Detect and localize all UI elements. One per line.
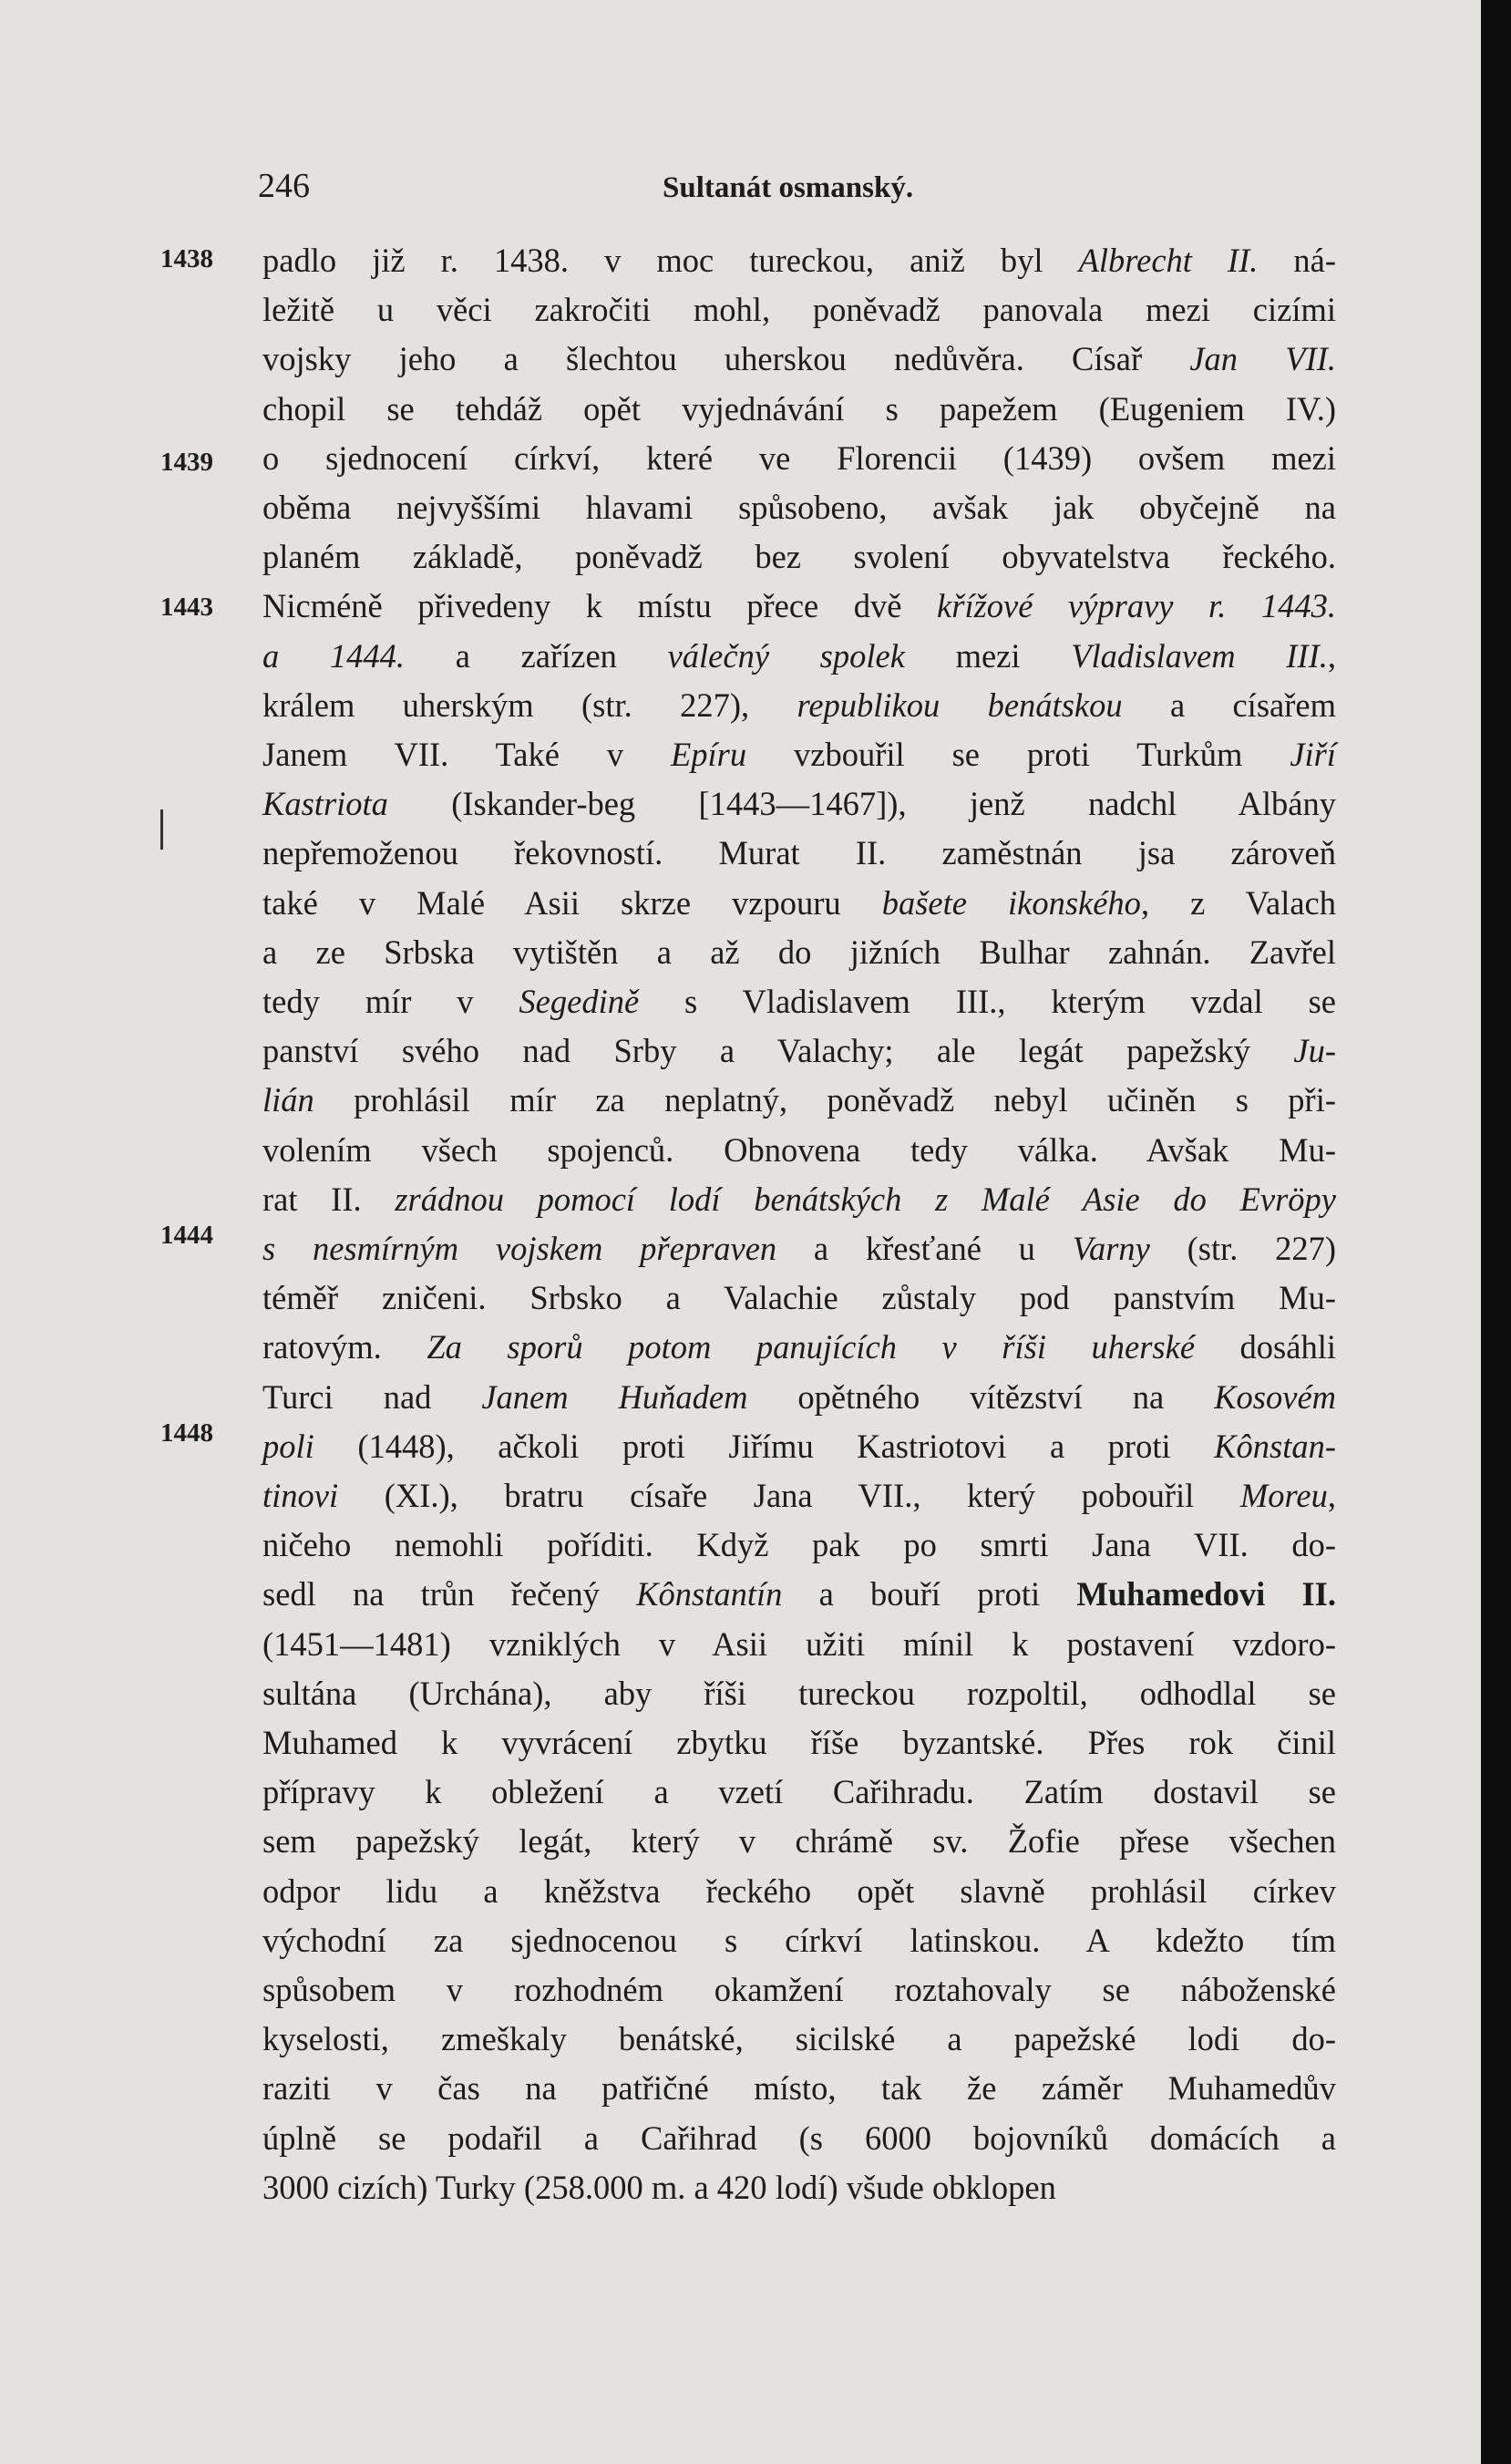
page-number: 246: [258, 167, 310, 205]
text-line: [262, 537, 1336, 576]
text-run: planém základě, poněvadž bez svolení obyvatelstva řeckého.: [262, 538, 1336, 576]
text-run: opětného vítězství na: [747, 1377, 1215, 1416]
text-run: králem uherským (str. 227),: [262, 686, 797, 724]
text-run: 3000 cizích) Turky (258.000 m. a 420 lodí) všude obklopen: [262, 2168, 1056, 2206]
text-run: a křesťané u: [776, 1230, 1073, 1267]
text-line: [262, 2019, 1336, 2058]
text-run: panství svého nad Srby a Valachy; ale legát papežský: [262, 1032, 1294, 1070]
text-run: Turci nad: [262, 1377, 482, 1416]
italic-text: Albrecht II.: [1078, 242, 1259, 279]
text-run: a bouří proti: [782, 1575, 1077, 1613]
text-run: Nicméně přivedeny k místu přece dvě: [262, 587, 938, 625]
text-run: také v Malé Asii skrze vzpouru: [262, 883, 882, 922]
text-run: ná-: [1258, 242, 1337, 279]
text-run: Muhamed k vyvrácení zbytku říše byzantské. Přes rok činil: [262, 1724, 1336, 1761]
italic-text: Za sporů potom panujících v říši uherské: [427, 1328, 1196, 1366]
italic-text: tinovi: [262, 1477, 339, 1514]
text-line: [262, 1476, 1336, 1515]
text-line: [262, 438, 1336, 478]
italic-text: křížové výpravy r. 1443.: [937, 587, 1336, 625]
text-line: [262, 1180, 1336, 1219]
italic-text: Jan VII.: [1189, 340, 1336, 378]
text-run: , z Valach: [1140, 883, 1336, 922]
text-run: úplně se podařil a Cařihrad (s 6000 bojovníků domácích a: [262, 2119, 1336, 2157]
text-line: [262, 1674, 1336, 1713]
italic-text: Epíru: [671, 736, 747, 773]
text-run: sem papežský legát, který v chrámě sv. Žofie přese všechen: [262, 1822, 1336, 1861]
text-run: východní za sjednocenou s církví latinskou. A kdežto tím: [262, 1921, 1336, 1959]
text-run: chopil se tehdáž opět vyjednávání s papežem (Eugeniem IV.): [262, 389, 1336, 428]
text-line: [262, 339, 1336, 378]
italic-text: poli: [262, 1427, 314, 1465]
text-line: [262, 586, 1336, 625]
text-run: kyselosti, zmeškaly benátské, sicilské a papežské lodi do-: [262, 2020, 1336, 2058]
text-run: sultána (Urchána), aby říši tureckou rozpoltil, odhodlal se: [262, 1674, 1336, 1712]
text-line: [262, 2168, 1336, 2207]
text-run: (str. 227): [1149, 1230, 1337, 1267]
bold-text: Muhamedovi II.: [1076, 1575, 1336, 1613]
italic-text: republikou benátskou: [797, 686, 1123, 724]
margin-year: 1443: [160, 593, 213, 622]
text-line: [262, 1574, 1336, 1613]
text-line: [262, 1130, 1336, 1170]
text-run: (1448), ačkoli proti Jiřímu Kastriotovi a proti: [314, 1427, 1215, 1465]
italic-text: Moreu: [1239, 1477, 1328, 1514]
text-line: [262, 1921, 1336, 1960]
text-line: [262, 1871, 1336, 1911]
text-run: oběma nejvyššími hlavami spůsobeno, avšak jak obyčejně na: [262, 489, 1336, 526]
margin-year: 1438: [160, 244, 213, 273]
text-run: tedy mír v: [262, 983, 519, 1020]
text-run: vzbouřil se proti Turkům: [746, 736, 1290, 773]
page-edge-shadow: [1481, 0, 1511, 2464]
text-run: a ze Srbska vytištěn a až do jižních Bulhar zahnán. Zavřel: [262, 933, 1336, 971]
text-run: odpor lidu a kněžstva řeckého opět slavně prohlásil církev: [262, 1871, 1336, 1910]
text-line: [262, 784, 1336, 823]
text-run: ležitě u věci zakročiti mohl, poněvadž panovala mezi cizími: [262, 291, 1336, 329]
italic-text: s nesmírným vojskem přepraven: [262, 1230, 777, 1267]
text-run: rat II.: [262, 1180, 396, 1218]
text-run: téměř zničeni. Srbsko a Valachie zůstaly pod panstvím Mu-: [262, 1279, 1336, 1317]
text-line: [262, 1723, 1336, 1762]
text-run: sedl na trůn řečený: [262, 1575, 637, 1613]
text-run: a zařízen: [405, 636, 668, 675]
text-line: [262, 1624, 1336, 1664]
italic-text: Kastriota: [262, 785, 388, 823]
text-line: [262, 933, 1336, 972]
italic-text: válečný spolek: [667, 636, 905, 675]
text-line: [262, 1229, 1336, 1268]
text-run: spůsobem v rozhodném okamžení roztahovaly se náboženské: [262, 1971, 1336, 2008]
italic-text: Ju-: [1293, 1032, 1336, 1070]
text-run: mezi: [904, 636, 1072, 675]
text-line: [262, 2068, 1336, 2108]
running-head: Sultanát osmanský.: [663, 171, 914, 204]
text-line: [262, 488, 1336, 527]
text-run: (1451—1481) vzniklých v Asii užiti mínil k postavení vzdoro-: [262, 1624, 1336, 1663]
text-run: padlo již r. 1438. v moc tureckou, aniž byl: [262, 242, 1079, 279]
text-line: [262, 1525, 1336, 1564]
text-line: [262, 1278, 1336, 1317]
text-line: [262, 290, 1336, 329]
italic-text: Varny: [1072, 1230, 1150, 1267]
italic-text: Janem Huňadem: [481, 1377, 748, 1416]
text-run: s Vladislavem III., kterým vzdal se: [639, 983, 1337, 1020]
italic-text: Kônstan-: [1214, 1427, 1336, 1465]
text-run: a císařem: [1122, 686, 1336, 724]
text-run: volením všech spojenců. Obnovena tedy válka. Avšak Mu-: [262, 1130, 1336, 1169]
italic-text: bašete ikonského: [881, 883, 1141, 922]
italic-text: Kosovém: [1214, 1377, 1336, 1416]
text-line: [262, 1080, 1336, 1119]
italic-text: lián: [262, 1081, 314, 1119]
text-line: [262, 982, 1336, 1021]
text-line: [262, 389, 1336, 428]
text-line: [262, 735, 1336, 774]
text-line: [262, 686, 1336, 725]
text-run: ratovým.: [262, 1328, 427, 1366]
text-line: [262, 636, 1336, 675]
text-line: [262, 1772, 1336, 1811]
text-run: nepřemoženou řekovností. Murat II. zaměstnán jsa zároveň: [262, 834, 1336, 872]
italic-text: zrádnou pomocí lodí benátských z Malé Asie do Evröpy: [395, 1180, 1336, 1218]
text-run: vojsky jeho a šlechtou uherskou nedůvěra. Císař: [262, 340, 1190, 378]
text-run: ,: [1327, 636, 1336, 675]
text-run: o sjednocení církví, které ve Florencii (1439) ovšem mezi: [262, 438, 1336, 477]
text-line: [262, 241, 1336, 280]
text-line: [262, 1327, 1336, 1366]
text-run: (Iskander-beg [1443—1467]), jenž nadchl Albány: [387, 785, 1336, 823]
text-run: ,: [1327, 1477, 1336, 1514]
text-run: Janem VII. Také v: [262, 736, 671, 773]
text-line: [262, 1031, 1336, 1070]
text-line: [262, 1970, 1336, 2009]
text-line: [262, 1377, 1336, 1417]
text-run: přípravy k obležení a vzetí Cařihradu. Zatím dostavil se: [262, 1773, 1336, 1811]
text-run: (XI.), bratru císaře Jana VII., který pobouřil: [338, 1477, 1240, 1514]
text-run: raziti v čas na patřičné místo, tak že záměr Muhamedův: [262, 2069, 1336, 2108]
italic-text: Kônstantín: [636, 1575, 783, 1613]
margin-year: 1444: [160, 1221, 213, 1250]
text-line: [262, 1821, 1336, 1861]
text-run: prohlásil mír za neplatný, poněvadž nebyl učiněn s při-: [314, 1081, 1336, 1119]
italic-text: Segedině: [519, 983, 640, 1020]
text-line: [262, 883, 1336, 923]
margin-year: 1439: [160, 448, 213, 477]
margin-mark: [160, 809, 170, 850]
italic-text: Jiří: [1290, 736, 1336, 773]
margin-year: 1448: [160, 1418, 213, 1448]
italic-text: a 1444.: [262, 636, 406, 675]
text-line: [262, 1427, 1336, 1466]
text-run: dosáhli: [1195, 1328, 1336, 1366]
text-run: ničeho nemohli poříditi. Když pak po smrti Jana VII. do-: [262, 1526, 1336, 1564]
text-line: [262, 2119, 1336, 2158]
italic-text: Vladislavem III.: [1071, 636, 1328, 675]
text-line: [262, 833, 1336, 872]
